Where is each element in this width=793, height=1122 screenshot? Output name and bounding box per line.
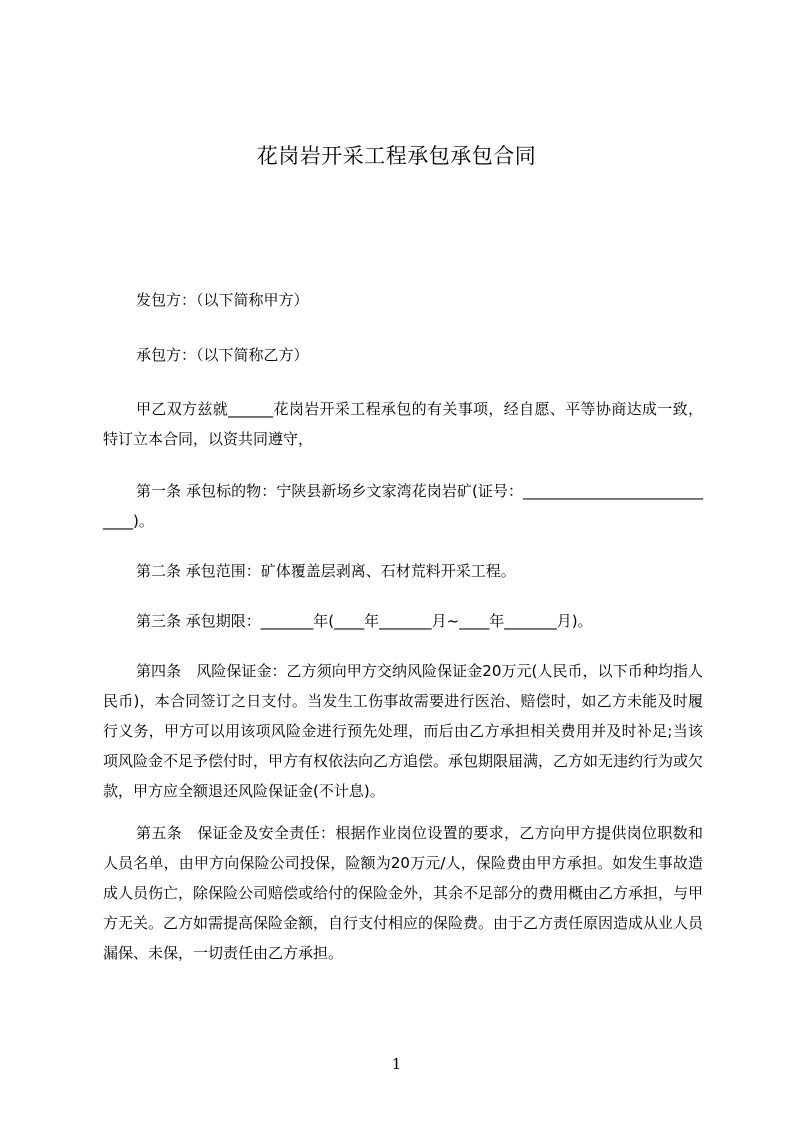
preamble-paragraph: 甲乙双方兹就______花岗岩开采工程承包的有关事项，经自愿、平等协商达成一致，特订立本合同，以资共同遵守， (103, 400, 703, 448)
party-a-line: 发包方：（以下简称甲方） (136, 291, 309, 309)
article-2: 第二条 承包范围：矿体覆盖层剥离、石材荒料开采工程。 (136, 562, 516, 580)
page-number: 1 (391, 1055, 402, 1073)
article-1: 第一条 承包标的物：宁陕县新场乡文家湾花岗岩矿(证号：____________________________)。 (103, 482, 703, 530)
document-title: 花岗岩开采工程承包承包合同 (256, 144, 537, 168)
article-3: 第三条 承包期限：_______年(____年_______月~____年_______月)。 (136, 612, 593, 630)
article-5: 第五条 保证金及安全责任：根据作业岗位设置的要求，乙方向甲方提供岗位职数和人员名单，由甲方向保险公司投保，险额为20万元/人，保险费由甲方承担。如发生事故造成人员伤亡，除保险公司赔偿或给付的保险金外，其余不足部分的费用概由乙方承担，与甲方无关。乙方如需提高保险金额，自行支付相应的保险费。由于乙方责任原因造成从业人员漏保、未保，一切责任由乙方承担。 (103, 824, 704, 962)
article-4: 第四条 风险保证金：乙方须向甲方交纳风险保证金20万元(人民币，以下币种均指人民币)，本合同签订之日支付。当发生工伤事故需要进行医治、赔偿时，如乙方未能及时履行义务，甲方可以用该项风险金进行预先处理，而后由乙方承担相关费用并及时补足;当该项风险金不足予偿付时，甲方有权依法向乙方追偿。承包期限届满，乙方如无违约行为或欠款，甲方应全额退还风险保证金(不计息)。 (103, 662, 704, 800)
party-b-line: 承包方：（以下简称乙方） (136, 346, 309, 364)
